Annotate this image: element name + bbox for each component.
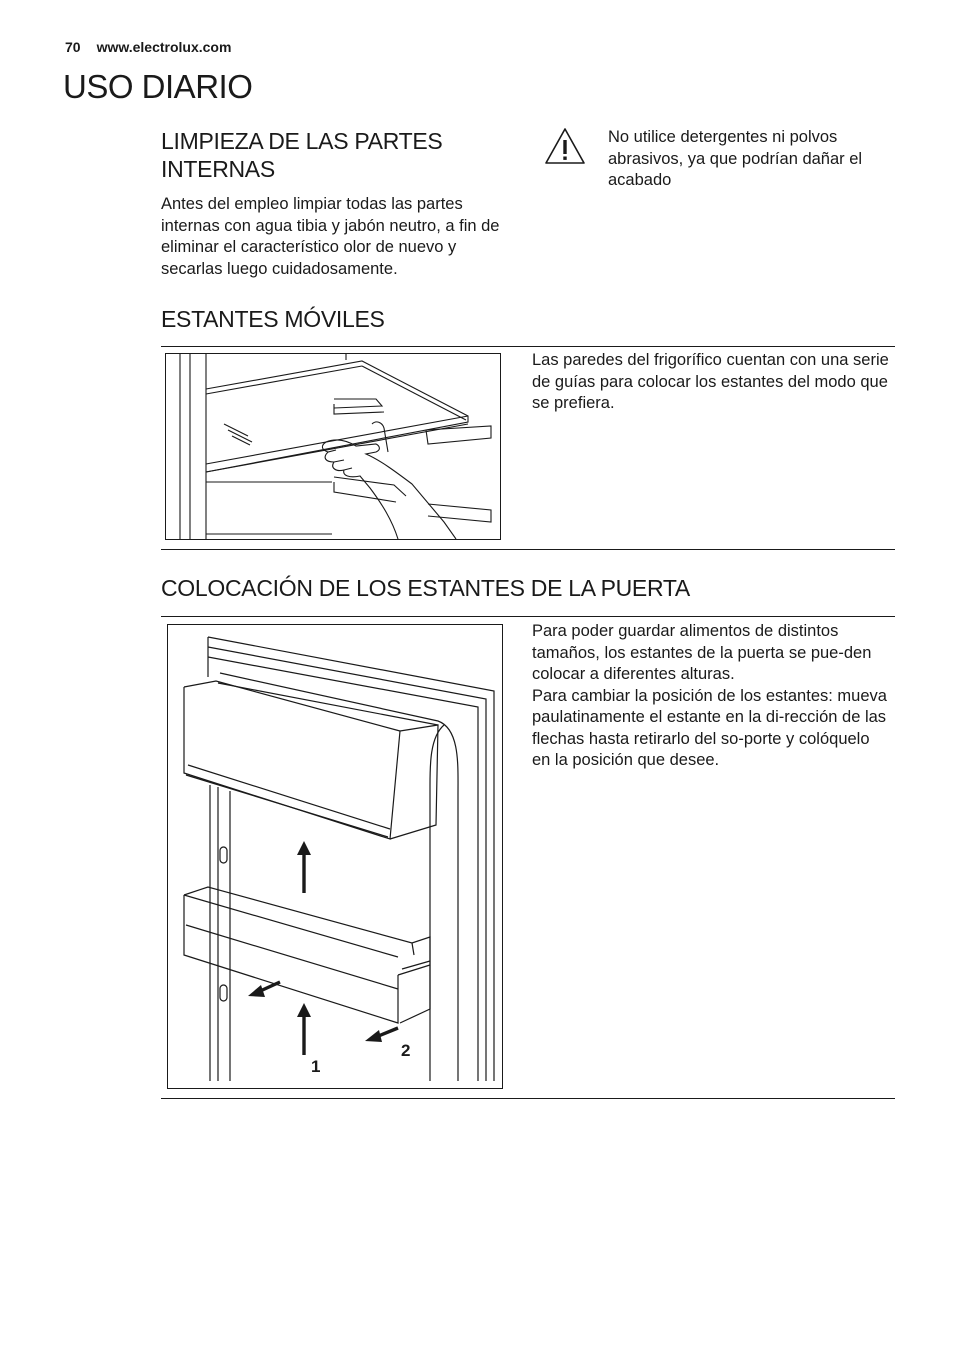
door-shelves-heading: COLOCACIÓN DE LOS ESTANTES DE LA PUERTA	[161, 575, 690, 601]
warning-text: No utilice detergentes ni polvos abrasivos, ya que podrían dañar el acabado	[608, 128, 863, 189]
divider	[161, 616, 895, 617]
movable-shelves-heading: ESTANTES MÓVILES	[161, 306, 385, 332]
callout-1: 1	[311, 1057, 321, 1076]
warning-triangle-icon	[543, 126, 587, 166]
divider	[161, 346, 895, 347]
movable-shelf-illustration	[165, 353, 501, 540]
page-header	[65, 39, 231, 55]
divider	[161, 549, 895, 550]
door-shelves-body-paragraph-2: Para cambiar la posición de los estantes: mueva paulatinamente el estante en la di-rección de las flechas hasta retirarlo del so-porte y colóquelo en la posición que desee.	[532, 686, 887, 769]
door-shelves-body-paragraph-1: Para poder guardar alimentos de distintos tamaños, los estantes de la puerta se pue-den colocar a diferentes alturas.	[532, 622, 872, 683]
divider	[161, 1098, 895, 1099]
page-title: USO DIARIO	[63, 68, 253, 105]
door-shelf-illustration	[167, 624, 503, 1089]
callout-2: 2	[401, 1041, 411, 1060]
movable-shelves-body: Las paredes del frigorífico cuentan con una serie de guías para colocar los estantes del modo que se prefiera.	[532, 351, 889, 412]
cleaning-heading-line2: INTERNAS	[161, 156, 275, 182]
door-shelves-body	[532, 621, 890, 772]
website-url: www.electrolux.com	[96, 39, 232, 55]
cleaning-body: Antes del empleo limpiar todas las partes internas con agua tibia y jabón neutro, a fin de eliminar el característico olor de nuevo y secarlas luego cuidadosamente.	[161, 195, 500, 278]
page-number: 70	[65, 39, 81, 55]
cleaning-heading-line1: LIMPIEZA DE LAS PARTES	[161, 128, 443, 154]
cleaning-heading	[161, 127, 521, 183]
